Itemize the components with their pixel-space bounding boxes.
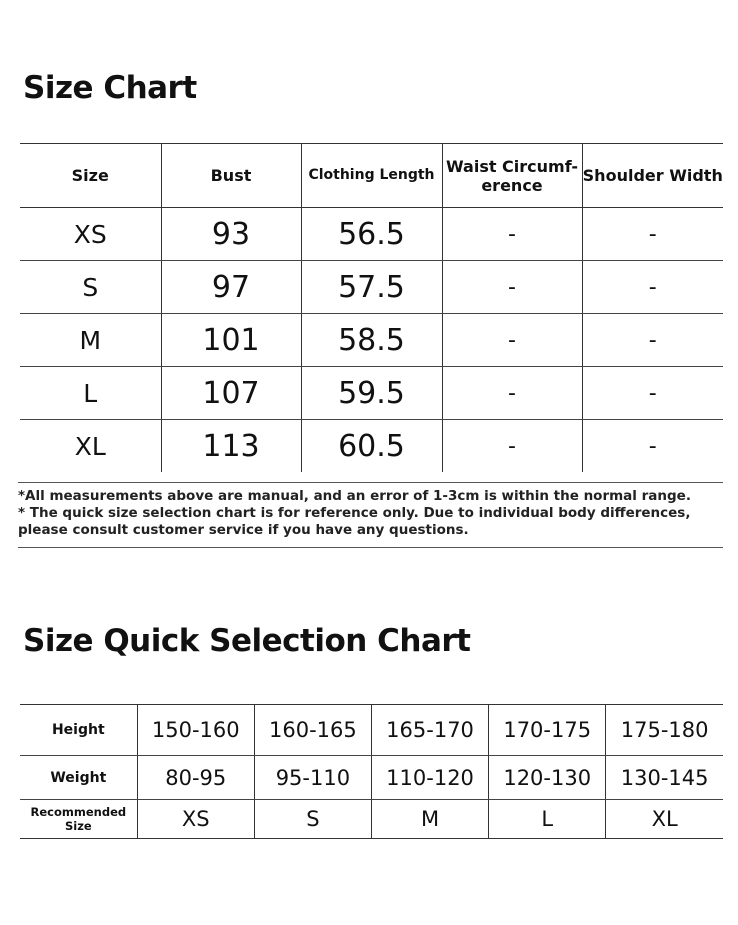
cell-size: M: [20, 314, 161, 367]
cell-waist: -: [442, 420, 582, 473]
weight-cell: 130-145: [606, 756, 723, 800]
table-row: [20, 420, 723, 473]
quick-selection-table: [20, 704, 723, 839]
table-row: [20, 208, 723, 261]
cell-size: L: [20, 367, 161, 420]
size-cell: M: [371, 800, 488, 839]
header-waist: Waist Circumf- erence: [442, 144, 582, 208]
table-row: [20, 314, 723, 367]
cell-length: 59.5: [301, 367, 442, 420]
size-chart-title: Size Chart: [23, 70, 197, 106]
cell-bust: 97: [161, 261, 301, 314]
height-row: [20, 705, 723, 756]
size-cell: S: [254, 800, 371, 839]
cell-bust: 107: [161, 367, 301, 420]
cell-length: 56.5: [301, 208, 442, 261]
cell-length: 58.5: [301, 314, 442, 367]
header-size: Size: [20, 144, 161, 208]
cell-length: 57.5: [301, 261, 442, 314]
size-cell: XS: [137, 800, 254, 839]
cell-waist: -: [442, 261, 582, 314]
recommended-size-row: [20, 800, 723, 839]
measurement-notes: [18, 482, 723, 548]
height-cell: 175-180: [606, 705, 723, 756]
size-chart-header-row: [20, 144, 723, 208]
weight-cell: 120-130: [489, 756, 606, 800]
header-bust: Bust: [161, 144, 301, 208]
height-cell: 160-165: [254, 705, 371, 756]
row-label-recommended-size: Recommended Size: [30, 805, 127, 833]
weight-cell: 110-120: [371, 756, 488, 800]
cell-waist: -: [442, 314, 582, 367]
cell-bust: 101: [161, 314, 301, 367]
note-line: please consult customer service if you have any questions.: [18, 522, 469, 538]
quick-chart-title: Size Quick Selection Chart: [23, 623, 471, 659]
size-cell: L: [489, 800, 606, 839]
header-shoulder-width: Shoulder Width: [582, 144, 723, 208]
weight-cell: 95-110: [254, 756, 371, 800]
weight-row: [20, 756, 723, 800]
size-chart-table: [20, 143, 723, 472]
size-cell: XL: [606, 800, 723, 839]
row-label-height: Height: [20, 705, 137, 756]
cell-size: XL: [74, 431, 106, 461]
cell-size: S: [20, 261, 161, 314]
cell-size: XS: [20, 208, 161, 261]
table-row: [20, 261, 723, 314]
cell-bust: 93: [161, 208, 301, 261]
height-cell: 170-175: [489, 705, 606, 756]
weight-cell: 80-95: [137, 756, 254, 800]
cell-waist: -: [442, 367, 582, 420]
cell-bust: 113: [161, 420, 301, 473]
height-cell: 165-170: [371, 705, 488, 756]
cell-length: 60.5: [301, 420, 442, 473]
height-cell: 150-160: [137, 705, 254, 756]
cell-shoulder: -: [582, 367, 723, 420]
header-clothing-length: Clothing Length: [301, 144, 442, 208]
note-line: *All measurements above are manual, and an error of 1-3cm is within the normal range.: [18, 488, 691, 504]
cell-shoulder: -: [582, 261, 723, 314]
note-line: * The quick size selection chart is for reference only. Due to individual body differences,: [18, 505, 691, 521]
cell-shoulder: -: [582, 420, 723, 473]
table-row: [20, 367, 723, 420]
row-label-weight: Weight: [20, 756, 137, 800]
cell-shoulder: -: [582, 208, 723, 261]
cell-waist: -: [442, 208, 582, 261]
cell-shoulder: -: [582, 314, 723, 367]
